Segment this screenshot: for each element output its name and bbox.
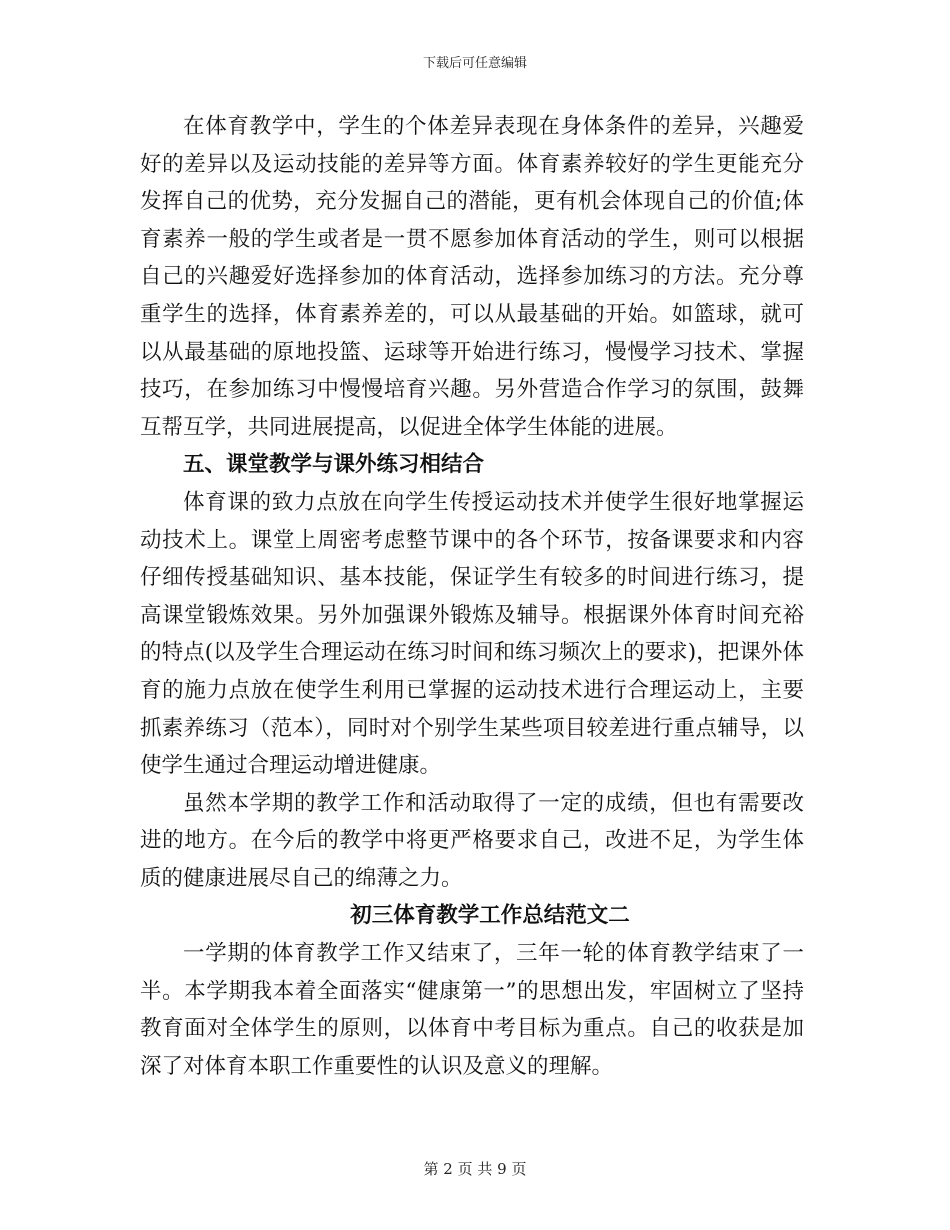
page-header: 下载后可任意编辑 [422, 56, 527, 71]
article-title-two: 初三体育教学工作总结范文二 [350, 903, 630, 929]
paragraph-conclusion: 虽然本学期的教学工作和活动取得了一定的成绩，但也有需要改进的地方。在今后的教学中将更严格要求自己，改进不足，为学生体质的健康进展尽自己的绵薄之力。 [140, 790, 804, 891]
page-footer: 第 2 页 共 9 页 [423, 1160, 527, 1178]
document-body [140, 108, 804, 1085]
section-heading-five: 五、课堂教学与课外练习相结合 [183, 452, 485, 478]
paragraph-individual-differences: 在体育教学中，学生的个体差异表现在身体条件的差异，兴趣爱好的差异以及运动技能的差异等方面。体育素养较好的学生更能充分发挥自己的优势，充分发掘自己的潜能，更有机会体现自己的价值;体育素养一般的学生或者是一贯不愿参加体育活动的学生，则可以根据自己的兴趣爱好选择参加的体育活动，选择参加练习的方法。充分尊重学生的选择，体育素养差的，可以从最基础的开始。如篮球，就可以从最基础的原地投篮、运球等开始进行练习，慢慢学习技术、掌握技巧，在参加练习中慢慢培育兴趣。另外营造合作学习的氛围，鼓舞互帮互学，共同进展提高，以促进全体学生体能的进展。 [140, 114, 804, 440]
paragraph-classroom-practice: 体育课的致力点放在向学生传授运动技术并使学生很好地掌握运动技术上。课堂上周密考虑整节课中的各个环节，按备课要求和内容仔细传授基础知识、基本技能，保证学生有较多的时间进行练习，提高课堂锻炼效果。另外加强课外锻炼及辅导。根据课外体育时间充裕的特点(以及学生合理运动在练习时间和练习频次上的要求)，把课外体育的施力点放在使学生利用已掌握的运动技术进行合理运动上，主要抓素养练习（范本），同时对个别学生某些项目较差进行重点辅导，以使学生通过合理运动增进健康。 [140, 489, 804, 779]
paragraph-semester-summary: 一学期的体育教学工作又结束了，三年一轮的体育教学结束了一半。本学期我本着全面落实“健康第一”的思想出发，牢固树立了坚持教育面对全体学生的原则，以体育中考目标为重点。自己的收获是加深了对体育本职工作重要性的认识及意义的理解。 [140, 941, 804, 1079]
